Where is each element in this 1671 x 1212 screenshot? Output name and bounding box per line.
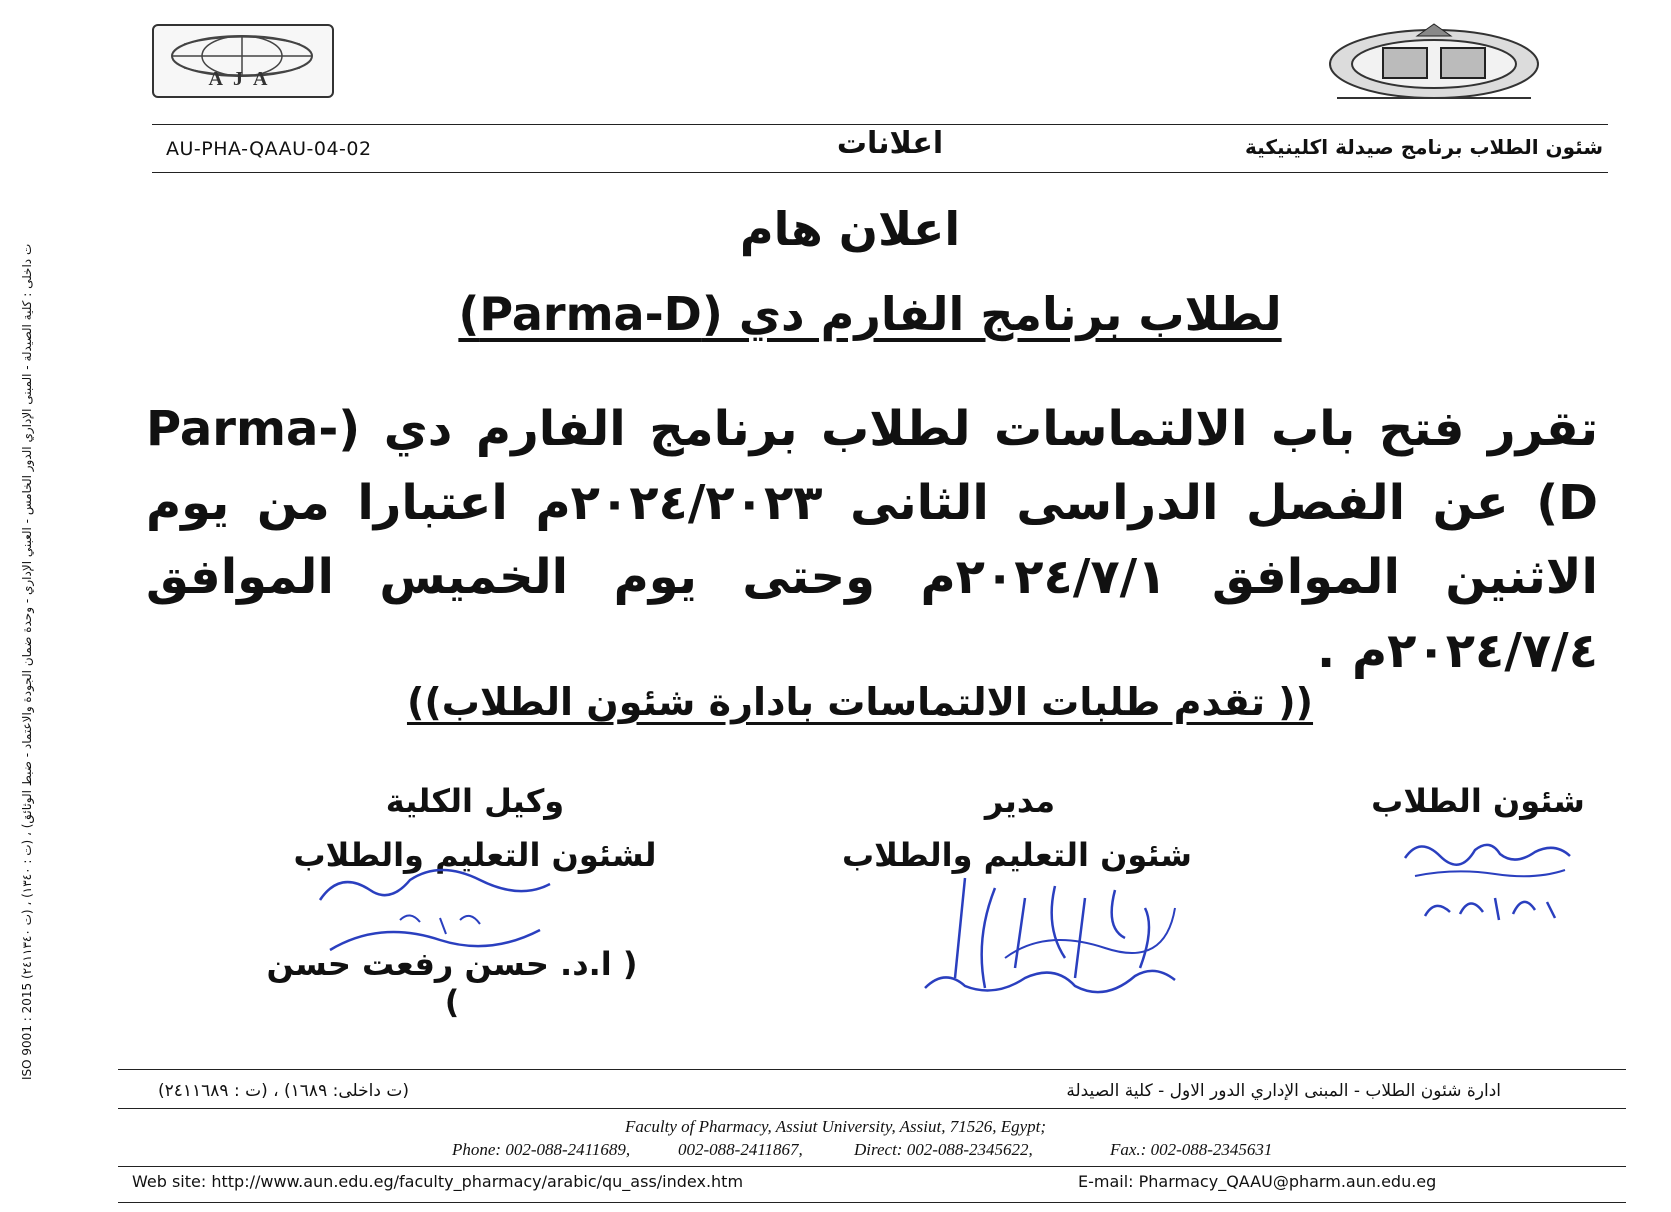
footer-website: Web site: http://www.aun.edu.eg/faculty_pharmacy/arabic/qu_ass/index.htm <box>132 1172 744 1191</box>
header-rule-bottom <box>152 172 1608 173</box>
footer-rule-2 <box>118 1108 1626 1109</box>
footer-phone: Phone: 002-088-2411689, <box>452 1140 631 1159</box>
aja-logo-text: AJA <box>208 68 278 90</box>
footer-rule-1 <box>118 1069 1626 1070</box>
side-margin <box>14 230 54 1080</box>
footer-phone-2: 002-088-2411867, <box>678 1140 803 1159</box>
handwritten-signature-right <box>1395 828 1585 928</box>
footer-direct: Direct: 002-088-2345622, <box>854 1140 1033 1159</box>
announcement-body: تقرر فتح باب الالتماسات لطلاب برنامج الفارم دي (Parma-D) عن الفصل الدراسى الثانى ٢٠٢٤/٢٠٢٣م اعتبارا من يوم الاثنين الموافق ٢٠٢٤/٧/١م وحتى يوم الخميس الموافق ٢٠٢٤/٧/٤م . <box>146 401 1599 679</box>
university-logo <box>1325 20 1543 102</box>
footer-rule-3 <box>118 1166 1626 1167</box>
aja-logo <box>152 24 334 98</box>
document-code: AU-PHA-QAAU-04-02 <box>166 138 372 160</box>
signature-director-title: مدير <box>984 782 1056 820</box>
footer-fax: Fax.: 002-088-2345631 <box>1110 1140 1273 1159</box>
announcement-subtitle: لطلاب برنامج الفارم دي (Parma-D) <box>458 287 1282 341</box>
announcement-note: (( تقدم طلبات الالتماسات بادارة شئون الطلاب)) <box>406 680 1314 724</box>
footer-email: E-mail: Pharmacy_QAAU@pharm.aun.edu.eg <box>1078 1172 1437 1191</box>
header-department: شئون الطلاب برنامج صيدلة اكلينيكية <box>1245 135 1603 159</box>
signature-vice-dean-name: ( ا.د. حسن رفعت حسن ) <box>266 945 638 1021</box>
side-vertical-text: ISO 9001 : 2015 (ت ٢٤١١٣٤٠) ، (ت : ١٣٤٠) ، (ت داخلى : كلية الصيدلة - المبنى الإداري الدور الخامس - العبني الإداري - وحدة ضمان الجودة والاعتماد - ضبط الوثائق <box>20 243 34 1080</box>
signature-director-dept: شئون التعليم والطلاب <box>841 836 1192 874</box>
footer-address-ar: ادارة شئون الطلاب - المبنى الإداري الدور الاول - كلية الصيدلة <box>1066 1081 1501 1101</box>
handwritten-signature-center <box>905 868 1185 1008</box>
footer-address-en: Faculty of Pharmacy, Assiut University, Assiut, 71526, Egypt; <box>624 1117 1047 1136</box>
signature-vice-dean-dept: لشئون التعليم والطلاب <box>293 836 657 874</box>
footer-rule-4 <box>118 1202 1626 1203</box>
header-rule-top <box>152 124 1608 125</box>
header-title: اعلانات <box>836 126 944 161</box>
signature-student-affairs: شئون الطلاب <box>1371 782 1585 820</box>
signature-vice-dean-title: وكيل الكلية <box>385 782 565 820</box>
announcement-title: اعلان هام <box>739 202 961 256</box>
footer-phone-ar: (ت داخلى: ١٦٨٩) ، (ت : ٢٤١١٦٨٩) <box>158 1081 409 1101</box>
